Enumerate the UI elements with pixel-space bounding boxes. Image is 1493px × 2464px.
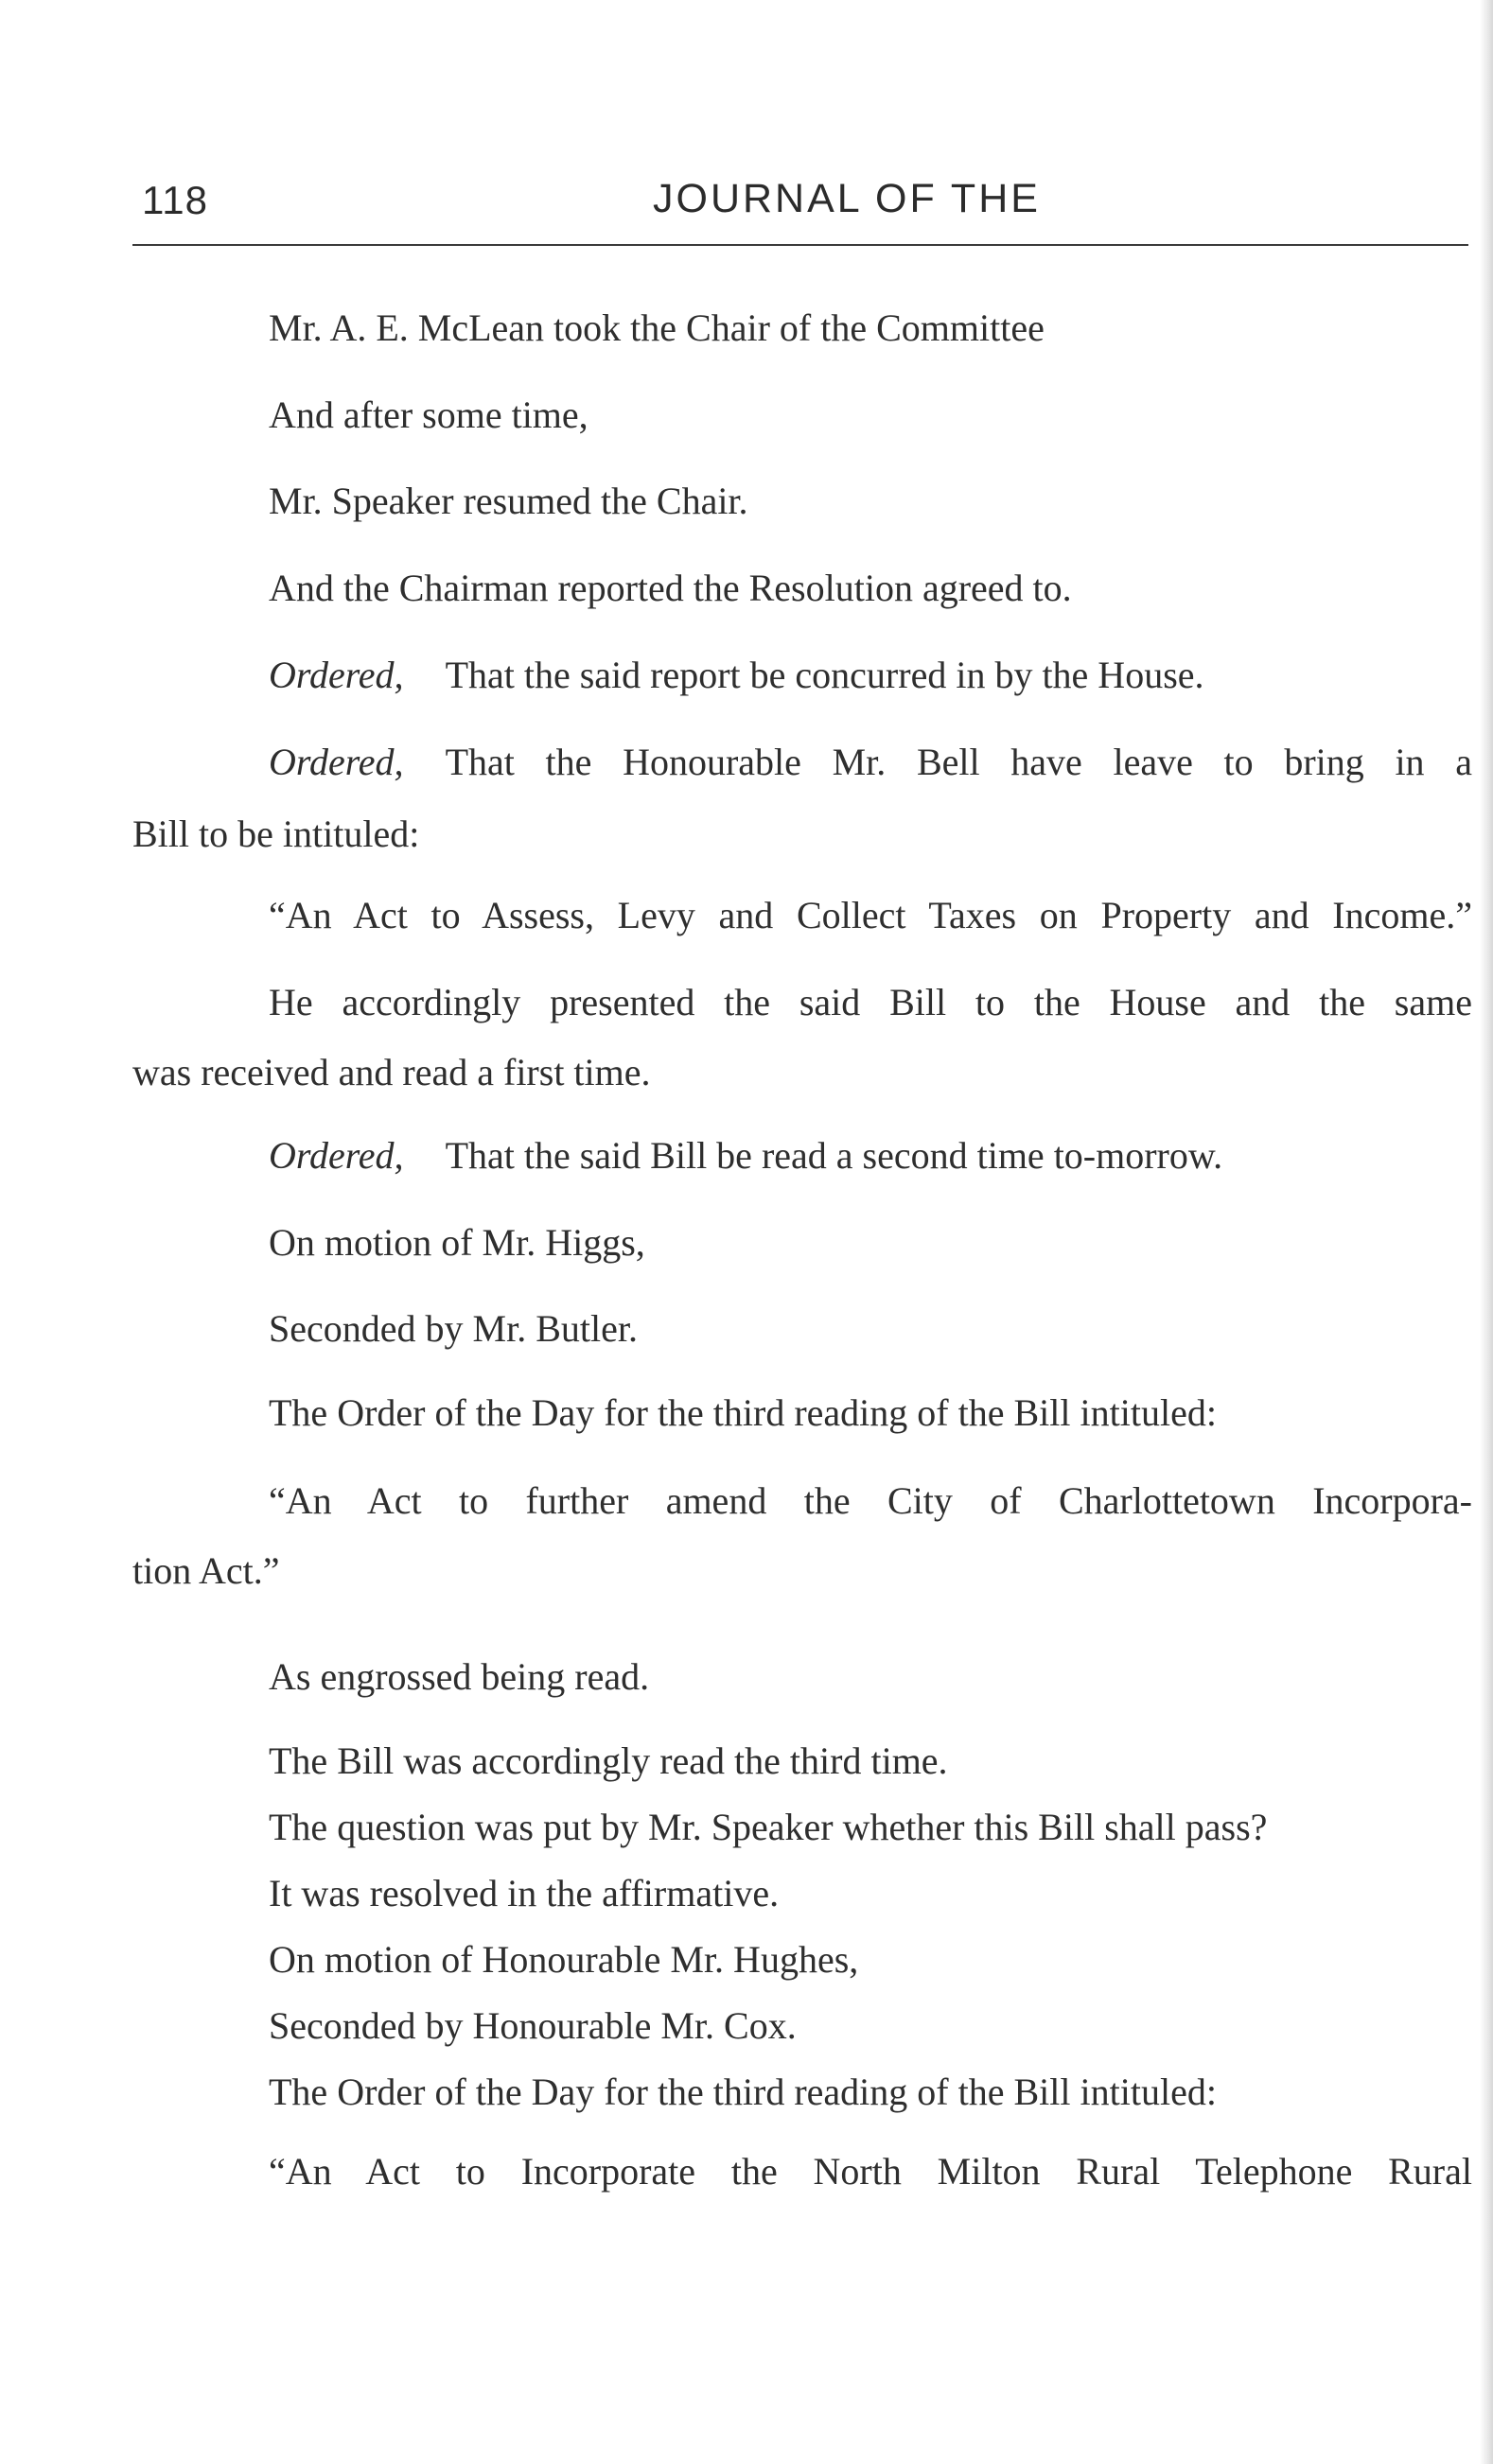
paragraph-line: was received and read a first time. bbox=[132, 1051, 651, 1093]
bill-title-line: “An Act to Assess, Levy and Collect Taxes on Property and Income.” bbox=[269, 894, 1472, 936]
ordered-label: Ordered, bbox=[269, 654, 404, 696]
ordered-line: Ordered, That the said Bill be read a second time to-morrow. bbox=[269, 1134, 1223, 1177]
paragraph-line: On motion of Honourable Mr. Hughes, bbox=[269, 1938, 859, 1981]
paragraph-line: Seconded by Honourable Mr. Cox. bbox=[269, 2004, 797, 2047]
paragraph-line: The Order of the Day for the third reading of the Bill intituled: bbox=[269, 1391, 1217, 1434]
paragraph-line: On motion of Mr. Higgs, bbox=[269, 1221, 645, 1264]
paragraph-line: He accordingly presented the said Bill to the House and the same bbox=[269, 981, 1472, 1023]
paragraph-line: The Bill was accordingly read the third time. bbox=[269, 1739, 948, 1782]
paragraph-line: The Order of the Day for the third reading of the Bill intituled: bbox=[269, 2071, 1217, 2113]
paragraph-line: And the Chairman reported the Resolution agreed to. bbox=[269, 567, 1072, 609]
running-head: JOURNAL OF THE bbox=[653, 176, 1041, 221]
bill-title-line: “An Act to further amend the City of Charlottetown Incorpora- bbox=[269, 1479, 1472, 1522]
page-number: 118 bbox=[142, 178, 208, 222]
paragraph-line: Bill to be intituled: bbox=[132, 813, 420, 855]
ordered-label: Ordered, bbox=[269, 1134, 404, 1177]
header-rule bbox=[132, 244, 1468, 246]
paragraph-line: The question was put by Mr. Speaker whether this Bill shall pass? bbox=[269, 1806, 1268, 1848]
ordered-line: Ordered, That the said report be concurred in by the House. bbox=[269, 654, 1204, 696]
paragraph-line: It was resolved in the affirmative. bbox=[269, 1872, 780, 1914]
paragraph-line: Mr. Speaker resumed the Chair. bbox=[269, 480, 748, 522]
bill-title-line: tion Act.” bbox=[132, 1549, 280, 1592]
ordered-line: Ordered, That the Honourable Mr. Bell have leave to bring in a bbox=[269, 741, 1472, 783]
bill-title-line: “An Act to Incorporate the North Milton Rural Telephone Rural bbox=[269, 2150, 1472, 2193]
paragraph-line: And after some time, bbox=[269, 393, 588, 436]
ordered-label: Ordered, bbox=[269, 741, 404, 783]
paragraph-line: As engrossed being read. bbox=[269, 1655, 650, 1698]
page-edge-shadow bbox=[1480, 0, 1493, 2464]
paragraph-line: Seconded by Mr. Butler. bbox=[269, 1307, 638, 1350]
paragraph-line: Mr. A. E. McLean took the Chair of the Committee bbox=[269, 306, 1045, 349]
